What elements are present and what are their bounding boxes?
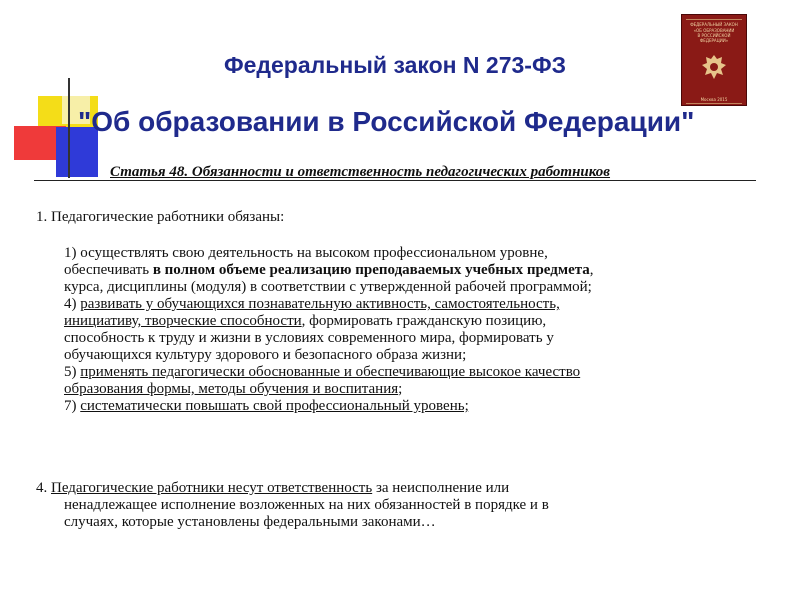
article-heading: Статья 48. Обязанности и ответственность педагогических работников [110, 164, 611, 180]
item-4-number: 4) [64, 296, 81, 312]
item-4-line-1 [64, 296, 594, 313]
book-text-2: «ОБ ОБРАЗОВАНИИ [693, 28, 735, 33]
page-subtitle: "Об образовании в Российской Федерации" [78, 106, 695, 137]
law-book-cover-image [681, 14, 747, 106]
item-5-line-2 [64, 381, 594, 398]
item-5-semicolon: ; [398, 381, 403, 397]
item-1-line-2 [64, 262, 594, 279]
clause-4-line-1 [36, 480, 509, 497]
item-1-comma: , [589, 262, 594, 278]
page-title: Федеральный закон N 273-ФЗ [223, 52, 566, 78]
item-1-bold-text: в полном объеме реализацию преподаваемых учебных предмета [152, 262, 590, 278]
item-7-line-1 [64, 398, 594, 415]
item-4-underlined-text-1: развивать у обучающихся познавательную активность, самостоятельность, [80, 296, 560, 312]
clause-1-intro: 1. Педагогические работники обязаны: [36, 209, 285, 225]
clause-4-number: 4. [36, 480, 51, 496]
book-text-bottom: Москва 2015 [700, 97, 728, 102]
clause-4-line-3: случаях, которые установлены федеральными законами… [64, 514, 436, 530]
book-text-3: В РОССИЙСКОЙ [697, 33, 731, 38]
decor-vertical-line [68, 78, 70, 178]
clause-4-underlined-text: Педагогические работники несут ответственность [51, 480, 373, 496]
item-1-line-1: 1) осуществлять свою деятельность на высоком профессиональном уровне, [64, 245, 548, 261]
item-4-line-3: способность к труду и жизни в условиях современного мира, формировать у [64, 330, 554, 346]
item-4-text: , формировать гражданскую позицию, [301, 313, 547, 329]
item-5-line-1 [64, 364, 594, 381]
clause-1-items [64, 245, 594, 415]
item-7-underlined-text: систематически повышать свой профессиональный уровень; [80, 398, 469, 414]
clause-4-line-2: ненадлежащее исполнение возложенных на них обязанностей в порядке и в [64, 497, 549, 513]
book-border-top [686, 19, 742, 20]
book-text-4: ФЕДЕРАЦИИ» [699, 38, 729, 43]
item-4-line-2 [64, 313, 594, 330]
item-1-line-3: курса, дисциплины (модуля) в соответствии с утвержденной рабочей программой; [64, 279, 592, 295]
item-1-text: обеспечивать [64, 262, 153, 278]
item-4-underlined-text-2: инициативу, творческие способности [64, 313, 302, 329]
book-border-bottom [686, 103, 742, 104]
item-5-underlined-text-2: образования формы, методы обучения и воспитания [64, 381, 399, 397]
clause-4-text: за неисполнение или [372, 480, 510, 496]
item-5-underlined-text-1: применять педагогически обоснованные и обеспечивающие высокое качество [80, 364, 581, 380]
coat-of-arms-emblem-icon [701, 53, 727, 81]
item-5-number: 5) [64, 364, 81, 380]
item-4-line-4: обучающихся культуру здорового и безопасного образа жизни; [64, 347, 467, 363]
item-7-number: 7) [64, 398, 81, 414]
book-text-1: ФЕДЕРАЛЬНЫЙ ЗАКОН [690, 22, 738, 27]
